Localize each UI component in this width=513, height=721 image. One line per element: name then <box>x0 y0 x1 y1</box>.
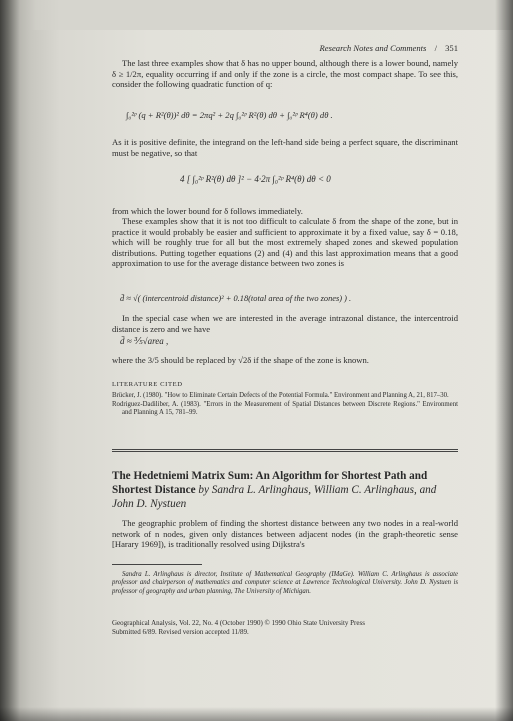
author-affiliations: Sandra L. Arlinghaus is director, Institute of Mathematical Geography (IMaGe). William C. Arlinghaus is associate professor and chairperson of mathematics and computer science at Lawrence Technological University. John D. Nystuen is professor of geography and urban planning, The University of Michigan. <box>112 571 458 596</box>
running-title: Research Notes and Comments <box>319 43 427 53</box>
page-number: 351 <box>445 43 458 53</box>
reference-item: Rodriguez-Dadiliber, A. (1983). "Errors in the Measurement of Spatial Distances between Discrete Regions." Environment and Planning A 15, 781–99. <box>112 400 458 417</box>
paragraph-approximation: These examples show that it is not too difficult to calculate δ from the shape of the zone, but in practice it would probably be easier and sufficient to approximate it by a fixed value, say δ = 0.18, which will be roughly true for all but the most extremely shaped zones and skewed population distributions. Putting together equations (2) and (4) and this last approximation means that a good approximation to use for the average distance between two zones is <box>112 216 458 268</box>
submission-line: Submitted 6/89. Revised version accepted 11/89. <box>112 627 249 636</box>
reference-item: Brücker, J. (1980). "How to Eliminate Certain Defects of the Potential Formula." Environment and Planning A, 21, 817–30. <box>112 392 449 399</box>
scan-shadow-bottom <box>0 707 513 721</box>
scan-shadow-right <box>495 0 513 721</box>
equation-discriminant: 4 [ ∫₀²ᵖ R²(θ) dθ ]² − 4·2π ∫₀²ᵖ R⁴(θ) dθ < 0 <box>180 174 331 184</box>
equation-quadratic: ∫₀²ᵖ (q + R²(θ))² dθ = 2πq² + 2q ∫₀²ᵖ R²(θ) dθ + ∫₀²ᵖ R⁴(θ) dθ . <box>126 110 333 120</box>
journal-line: Geographical Analysis, Vol. 22, No. 4 (October 1990) © 1990 Ohio State University Press <box>112 619 365 627</box>
article-title-block <box>112 469 458 511</box>
header-separator: / <box>434 43 437 53</box>
article-title: The Hedetniemi Matrix Sum: An Algorithm for Shortest Path and Shortest Distance <box>112 470 428 496</box>
article-authors: by Sandra L. Arlinghaus, William C. Arlinghaus, and John D. Nystuen <box>112 484 437 510</box>
article-intro: The geographic problem of finding the shortest distance between any two nodes in a real-world network of n nodes, given only distances between adjacent nodes (in the graph-theoretic sense [Harary 1969]), is traditionally resolved using Dijkstra's <box>112 518 458 549</box>
equation-intrazonal: d̄ ≈ ⅗√area , <box>120 336 169 346</box>
paragraph-lower-bound: The last three examples show that δ has no upper bound, although there is a lower bound, namely δ ≥ 1/2π, equality occurring if and only if the zone is a circle, the most compact shape. To see this, consider the following quadratic function of q: <box>112 58 458 89</box>
paper-page <box>30 30 513 721</box>
paragraph-replacement: where the 3/5 should be replaced by √2δ if the shape of the zone is known. <box>112 355 369 365</box>
reference-list <box>112 392 458 418</box>
paragraph-positive-definite: As it is positive definite, the integrand on the left-hand side being a perfect square, the discriminant must be negative, so that <box>112 137 458 158</box>
literature-heading: LITERATURE CITED <box>112 381 183 388</box>
running-header <box>112 43 458 54</box>
paragraph-follows: from which the lower bound for δ follows immediately. <box>112 206 303 216</box>
section-divider <box>112 449 458 451</box>
equation-average-distance: d̄ ≈ √( (intercentroid distance)² + 0.18(total area of the two zones) ) . <box>120 294 352 303</box>
publication-info <box>112 619 458 636</box>
paragraph-special-case: In the special case when we are interested in the average intrazonal distance, the intercentroid distance is zero and we have <box>112 313 458 334</box>
